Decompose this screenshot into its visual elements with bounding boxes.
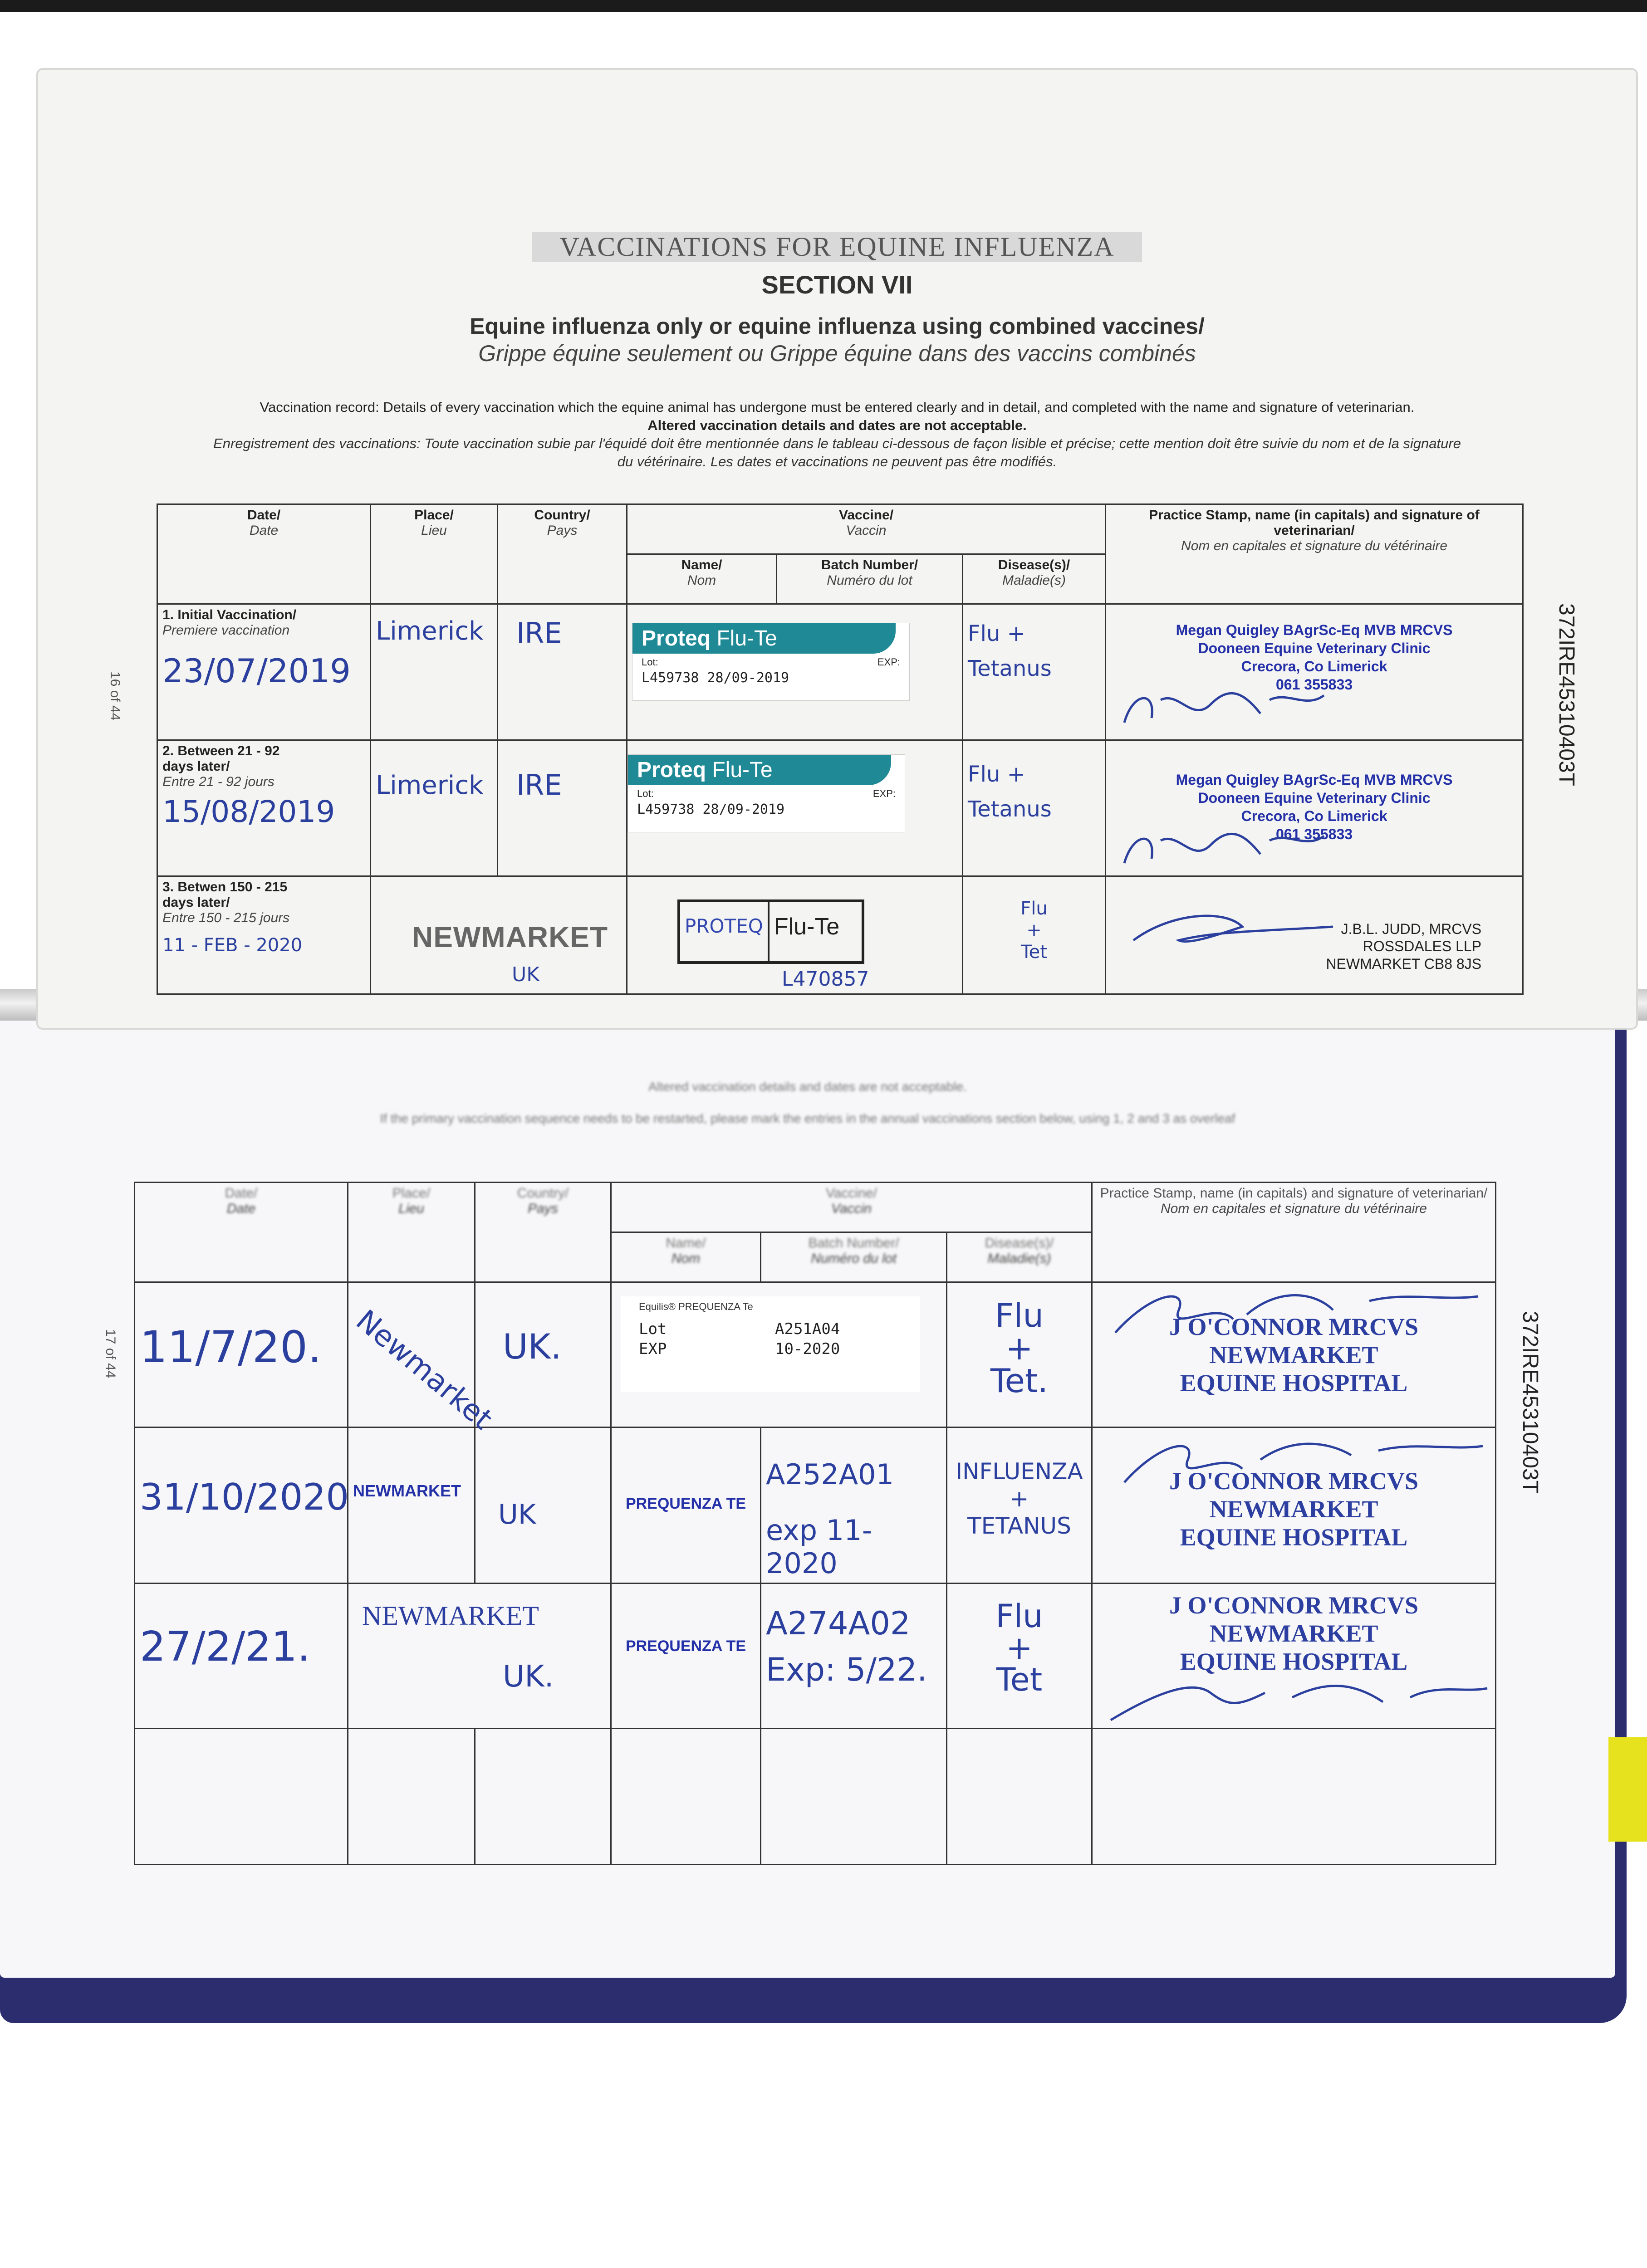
table-row bbox=[135, 1282, 1496, 1427]
disease-line: Flu bbox=[1020, 898, 1048, 919]
disease-line: Tet bbox=[996, 1661, 1043, 1698]
stamp-line: J.B.L. JUDD, MRCVS bbox=[1341, 921, 1482, 937]
country-value: UK bbox=[498, 1499, 536, 1530]
batch-value: L470857 bbox=[782, 968, 869, 991]
stamp-cell bbox=[1092, 1427, 1496, 1584]
name-cell bbox=[611, 1584, 761, 1729]
batch-exp-value: exp 11-2020 bbox=[766, 1514, 873, 1580]
header-disease: Disease(s)/ Maladie(s) bbox=[947, 1232, 1092, 1282]
stamp-line: NEWMARKET bbox=[1209, 1341, 1378, 1369]
disease-cell bbox=[963, 876, 1106, 994]
date-value: 11 - FEB - 2020 bbox=[162, 935, 303, 956]
proteq-name-stamp bbox=[677, 899, 864, 964]
table-row bbox=[135, 1427, 1496, 1584]
sticker-lot-value: L459738 28/09-2019 bbox=[637, 802, 785, 817]
equilis-label bbox=[621, 1296, 920, 1392]
yellow-tab bbox=[1608, 1737, 1647, 1842]
date-cell bbox=[135, 1282, 348, 1427]
country-value: IRE bbox=[516, 616, 562, 650]
page-number: 17 of 44 bbox=[103, 1329, 118, 1378]
header-batch: Batch Number/ Numéro du lot bbox=[777, 554, 963, 604]
disease-cell bbox=[947, 1584, 1092, 1729]
stamp-line: Dooneen Equine Veterinary Clinic bbox=[1198, 790, 1431, 806]
record-note-en: Vaccination record: Details of every vaccination which the equine animal has undergone must be entered clearly and in detail, and completed with the name and signature of veterinarian. bbox=[260, 399, 1415, 415]
sticker-lot-caption: Lot: bbox=[637, 788, 654, 799]
disease-line: Flu bbox=[995, 1598, 1043, 1635]
stamp-line: ROSSDALES LLP bbox=[1363, 938, 1482, 955]
label-lot-caption: Lot bbox=[639, 1320, 667, 1338]
date-cell bbox=[157, 740, 371, 876]
record-note-fr: Enregistrement des vaccinations: Toute vaccination subie par l'équidé doit être mentionnée dans le tableau ci-dessous de façon lisible et précise; cette mention doit être suivie du nom et de la signature bbox=[213, 435, 1461, 451]
section-heading: SECTION VII bbox=[761, 270, 913, 299]
subtitle-fr: Grippe équine seulement ou Grippe équine dans des vaccins combinés bbox=[478, 341, 1196, 366]
record-note-en-2: Altered vaccination details and dates are not acceptable. bbox=[647, 417, 1027, 433]
country-cell bbox=[475, 1427, 611, 1584]
row-label: 2. Between 21 - 92 bbox=[162, 743, 280, 758]
vaccination-table-bottom bbox=[134, 1182, 1496, 1865]
stamp-line: Crecora, Co Limerick bbox=[1241, 658, 1387, 675]
disease-line: Tetanus bbox=[968, 796, 1052, 822]
row-label-2: days later/ bbox=[162, 895, 230, 910]
stamp-line: Megan Quigley BAgrSc-Eq MVB MRCVS bbox=[1176, 772, 1453, 788]
header-practice: Practice Stamp, name (in capitals) and signature of veterinarian/ Nom en capitales et signature du vétérinaire bbox=[1092, 1183, 1496, 1282]
disease-line: TETANUS bbox=[967, 1513, 1071, 1539]
sticker-exp-caption: EXP: bbox=[877, 656, 900, 668]
header-name: Name/ Nom bbox=[627, 554, 777, 604]
header-batch: Batch Number/ Numéro du lot bbox=[761, 1232, 947, 1282]
row-label: 3. Betwen 150 - 215 bbox=[162, 880, 288, 894]
header-vaccine: Vaccine/ Vaccin bbox=[627, 504, 1106, 554]
row-label-fr: Premiere vaccination bbox=[162, 623, 290, 638]
sticker-brand: Proteq bbox=[637, 758, 706, 782]
table-row-empty bbox=[135, 1729, 1496, 1865]
batch-cell bbox=[761, 1584, 947, 1729]
page-number: 16 of 44 bbox=[108, 671, 123, 721]
disease-line: + bbox=[1006, 1629, 1033, 1667]
signature bbox=[1115, 673, 1387, 736]
scan-edge bbox=[0, 0, 1647, 12]
stamp-cell bbox=[1092, 1584, 1496, 1729]
sticker-product: Flu-Te bbox=[716, 626, 777, 650]
stamp-cell bbox=[1106, 740, 1523, 876]
disease-cell bbox=[947, 1282, 1092, 1427]
disease-line: + bbox=[1010, 1486, 1029, 1512]
disease-cell bbox=[963, 604, 1106, 740]
name-stamp-brand: PROTEQ bbox=[680, 902, 770, 961]
row-label-2: days later/ bbox=[162, 759, 230, 774]
place-cell bbox=[371, 604, 498, 740]
stamp-cell bbox=[1106, 604, 1523, 740]
header-place: Place/ Lieu bbox=[348, 1183, 475, 1282]
stamp-line: J O'CONNOR MRCVS bbox=[1169, 1592, 1418, 1619]
signature bbox=[1115, 813, 1387, 872]
batch-cell bbox=[761, 1427, 947, 1584]
passport-id: 372IRE45310403T bbox=[1518, 1311, 1542, 1494]
country-cell bbox=[475, 1282, 611, 1427]
signature bbox=[1102, 1666, 1492, 1729]
place-cell bbox=[371, 740, 498, 876]
page-17 bbox=[0, 1021, 1615, 1978]
page-16 bbox=[36, 68, 1638, 1030]
vaccination-table-top bbox=[157, 503, 1524, 995]
name-value: PREQUENZA TE bbox=[625, 1495, 746, 1512]
proteq-sticker bbox=[632, 623, 910, 701]
name-value: PREQUENZA TE bbox=[625, 1637, 746, 1655]
header-practice: Practice Stamp, name (in capitals) and signature of veterinarian/ Nom en capitales et signature du vétérinaire bbox=[1106, 504, 1523, 604]
sticker-lot-caption: Lot: bbox=[642, 656, 658, 668]
label-brand: Equilis® PREQUENZA Te bbox=[639, 1301, 753, 1312]
batch-value: A274A02 bbox=[766, 1605, 911, 1642]
record-note-fr-2: du vétérinaire. Les dates et vaccinations ne peuvent pas être modifiés. bbox=[617, 454, 1057, 469]
proteq-sticker bbox=[627, 754, 905, 832]
sticker-brand: Proteq bbox=[642, 626, 711, 650]
vaccine-sticker-cell bbox=[627, 740, 963, 876]
place-value: Limerick bbox=[376, 616, 484, 646]
stamp-line: Dooneen Equine Veterinary Clinic bbox=[1198, 640, 1431, 656]
label-exp-value: 10-2020 bbox=[775, 1340, 840, 1358]
label-exp-caption: EXP bbox=[639, 1340, 667, 1358]
sticker-exp-caption: EXP: bbox=[873, 788, 896, 799]
passport-id: 372IRE45310403T bbox=[1554, 603, 1578, 786]
header-vaccine: Vaccine/ Vaccin bbox=[611, 1183, 1092, 1232]
stamp-line: EQUINE HOSPITAL bbox=[1180, 1369, 1408, 1397]
place-cell bbox=[348, 1584, 611, 1729]
vaccine-sticker-cell bbox=[627, 604, 963, 740]
subtitle-en: Equine influenza only or equine influenza using combined vaccines/ bbox=[470, 313, 1205, 339]
table-row bbox=[157, 876, 1523, 994]
vaccine-cell bbox=[627, 876, 963, 994]
place-value: NEWMARKET bbox=[362, 1601, 539, 1631]
stamp-line: NEWMARKET CB8 8JS bbox=[1326, 955, 1482, 972]
date-cell bbox=[135, 1584, 348, 1729]
stamp-cell bbox=[1106, 876, 1523, 994]
disease-cell bbox=[963, 740, 1106, 876]
place-value: NEWMARKET bbox=[353, 1481, 461, 1500]
disease-line: Tetanus bbox=[968, 655, 1052, 681]
country-value: IRE bbox=[516, 768, 562, 802]
row-label-fr: Entre 150 - 215 jours bbox=[162, 910, 290, 925]
sticker-lot-value: L459738 28/09-2019 bbox=[642, 670, 789, 686]
date-value: 27/2/21. bbox=[140, 1623, 310, 1671]
stamp-line: J O'CONNOR MRCVS bbox=[1169, 1313, 1418, 1340]
label-lot-value: A251A04 bbox=[775, 1320, 840, 1338]
stamp-line: NEWMARKET bbox=[1209, 1620, 1378, 1647]
place-value: Limerick bbox=[376, 771, 484, 800]
disease-cell bbox=[947, 1427, 1092, 1584]
faded-text: Altered vaccination details and dates are not acceptable. bbox=[648, 1080, 967, 1094]
signature bbox=[1124, 904, 1342, 958]
sticker-product: Flu-Te bbox=[712, 758, 773, 782]
date-value: 23/07/2019 bbox=[162, 652, 351, 690]
name-stamp-product: Flu-Te bbox=[774, 914, 840, 940]
place-cell bbox=[348, 1282, 499, 1437]
stamp-cell bbox=[1092, 1282, 1496, 1427]
date-cell bbox=[157, 604, 371, 740]
header-country: Country/ Pays bbox=[498, 504, 627, 604]
stamp-line: J O'CONNOR MRCVS bbox=[1169, 1467, 1418, 1495]
date-cell bbox=[157, 876, 371, 994]
date-value: 31/10/2020 bbox=[140, 1476, 349, 1518]
disease-line: Flu + bbox=[968, 621, 1025, 646]
table-row bbox=[157, 740, 1523, 876]
country-value: UK. bbox=[503, 1659, 554, 1694]
disease-line: Tet bbox=[1021, 942, 1047, 963]
name-cell bbox=[611, 1427, 761, 1584]
stamp-line: Crecora, Co Limerick bbox=[1241, 808, 1387, 824]
header-name: Name/ Nom bbox=[611, 1232, 761, 1282]
place-value: NEWMARKET bbox=[412, 921, 608, 953]
header-date: Date/ Date bbox=[135, 1183, 348, 1282]
header-country: Country/ Pays bbox=[475, 1183, 611, 1282]
row-label: 1. Initial Vaccination/ bbox=[162, 607, 297, 622]
country-cell bbox=[498, 740, 627, 876]
page-title: VACCINATIONS FOR EQUINE INFLUENZA bbox=[36, 231, 1638, 263]
stamp-line: EQUINE HOSPITAL bbox=[1180, 1524, 1408, 1551]
header-date: Date/ Date bbox=[157, 504, 371, 604]
signature bbox=[1097, 1428, 1487, 1491]
disease-line: Tet. bbox=[990, 1362, 1049, 1400]
disease-line: + bbox=[1026, 920, 1042, 941]
date-value: 11/7/20. bbox=[140, 1322, 322, 1373]
disease-line: Flu bbox=[995, 1296, 1044, 1334]
stamp-line: 061 355833 bbox=[1276, 676, 1353, 693]
header-place: Place/ Lieu bbox=[371, 504, 498, 604]
stamp-line: 061 355833 bbox=[1276, 826, 1353, 842]
row-label-fr: Entre 21 - 92 jours bbox=[162, 774, 274, 789]
country-cell bbox=[498, 604, 627, 740]
date-cell bbox=[135, 1427, 348, 1584]
batch-value: A252A01 bbox=[766, 1458, 894, 1491]
signature bbox=[1097, 1283, 1487, 1346]
place-value: Newmarket bbox=[349, 1304, 499, 1437]
batch-exp-value: Exp: 5/22. bbox=[766, 1651, 927, 1688]
stamp-line: NEWMARKET bbox=[1209, 1496, 1378, 1523]
stamp-line: EQUINE HOSPITAL bbox=[1180, 1648, 1408, 1676]
disease-line: INFLUENZA bbox=[956, 1458, 1083, 1485]
country-value: UK. bbox=[503, 1326, 562, 1367]
vaccine-label-cell bbox=[611, 1282, 947, 1427]
header-disease: Disease(s)/ Maladie(s) bbox=[963, 554, 1106, 604]
place-cell bbox=[371, 876, 627, 994]
country-value: UK bbox=[512, 963, 540, 986]
place-cell bbox=[348, 1427, 475, 1584]
disease-line: + bbox=[1005, 1329, 1033, 1367]
date-value: 15/08/2019 bbox=[162, 794, 335, 829]
disease-line: Flu + bbox=[968, 762, 1025, 787]
table-row bbox=[135, 1584, 1496, 1729]
faded-text: If the primary vaccination sequence needs to be restarted, please mark the entries in the annual vaccinations section below, using 1, 2 and 3 as overleaf bbox=[380, 1111, 1235, 1125]
stamp-line: Megan Quigley BAgrSc-Eq MVB MRCVS bbox=[1176, 622, 1453, 638]
table-row bbox=[157, 604, 1523, 740]
